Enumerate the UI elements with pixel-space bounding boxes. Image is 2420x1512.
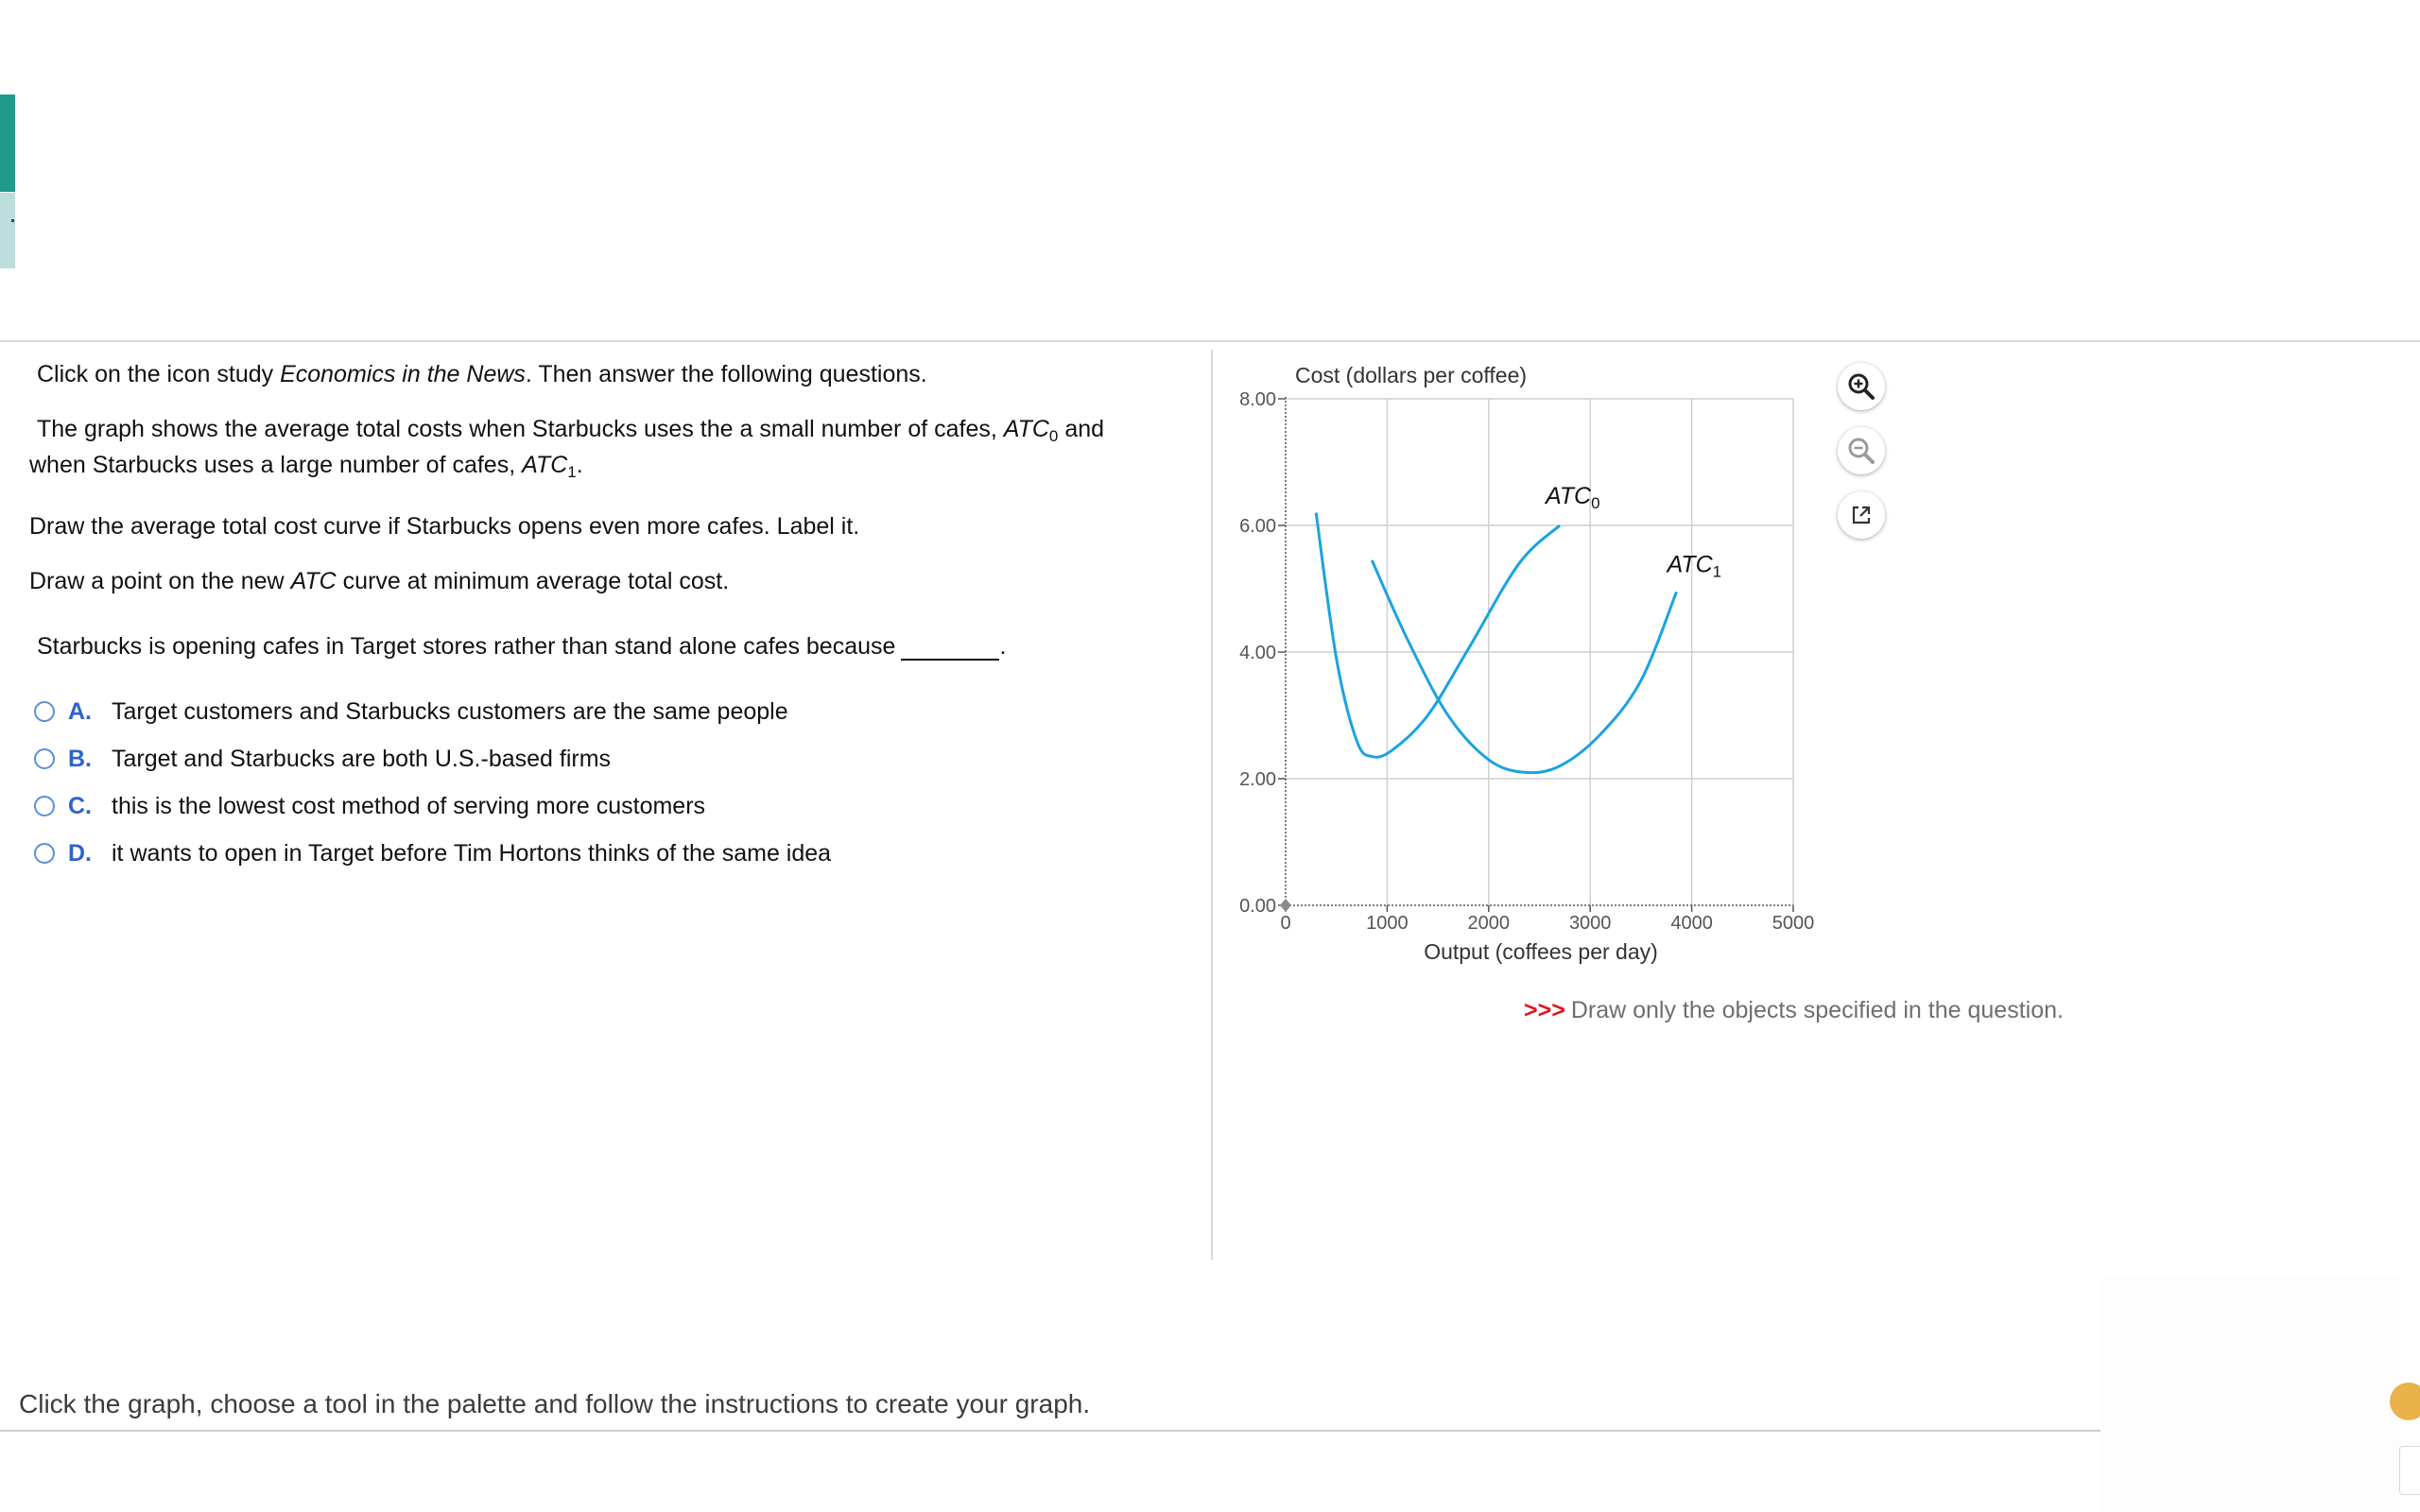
radio-b[interactable] (34, 748, 55, 769)
zoom-out-button[interactable] (1838, 427, 1885, 474)
choice-b[interactable] (34, 744, 611, 774)
radio-a[interactable] (34, 701, 55, 722)
draw-hint: >>> Draw only the objects specified in the question. (1524, 997, 2064, 1023)
y-tick-label: 6.00 (1239, 516, 1276, 537)
atc0-label: $ATC_0$ (1545, 483, 1600, 512)
y-tick-label: 8.00 (1239, 389, 1276, 410)
bottom-divider (0, 1430, 2100, 1432)
answer-blank (901, 634, 999, 661)
top-divider (0, 340, 2420, 342)
radio-d[interactable] (34, 843, 55, 864)
choice-letter: B. (68, 745, 92, 772)
choice-text: Target customers and Starbucks customers are the same people (112, 697, 788, 725)
atc1-label: $ATC_1$ (1667, 551, 1722, 581)
popout-icon (1847, 501, 1876, 529)
atc0-curve[interactable] (1316, 513, 1560, 758)
choice-text: Target and Starbucks are both U.S.-based firms (112, 745, 612, 772)
bottom-right-panel (2100, 1278, 2401, 1512)
choice-letter: C. (68, 792, 92, 819)
popout-button[interactable] (1838, 491, 1885, 539)
choice-text: this is the lowest cost method of serving more customers (112, 792, 706, 819)
choice-a[interactable] (34, 696, 788, 727)
corner-control[interactable] (2399, 1446, 2420, 1495)
zoom-out-icon (1845, 435, 1877, 467)
task-draw-point: Draw a point on the new ATC curve at minimum average total cost. (29, 568, 730, 594)
x-tick-label: 2000 (1467, 913, 1511, 934)
graph-description-line1: The graph shows the average total costs when Starbucks uses the a small number of cafes, $ATC_0$ and (37, 416, 1105, 445)
graph-instructions: Click the graph, choose a tool in the palette and follow the instructions to create your graph. (19, 1389, 1091, 1418)
atc1-curve[interactable] (1372, 560, 1676, 773)
x-tick-label: 0 (1280, 913, 1291, 934)
choice-d[interactable] (34, 838, 831, 868)
x-tick-label: 1000 (1366, 913, 1409, 934)
y-axis-label: Cost (dollars per coffee) (1295, 363, 1528, 387)
y-tick-label: 4.00 (1239, 643, 1276, 663)
choice-c[interactable] (34, 791, 705, 821)
side-tab-active[interactable] (0, 94, 15, 192)
intro-text: Click on the icon study Economics in the News. Then answer the following questions. (37, 361, 927, 387)
task-draw-curve: Draw the average total cost curve if Starbucks opens even more cafes. Label it. (29, 513, 860, 540)
choice-text: it wants to open in Target before Tim Hortons thinks of the same idea (112, 839, 832, 867)
choice-letter: D. (68, 839, 92, 867)
zoom-in-button[interactable] (1838, 363, 1885, 410)
graph-area[interactable] (1213, 350, 1856, 992)
y-tick-label: 2.00 (1239, 769, 1276, 790)
graph-description-line2: when Starbucks uses a large number of cafes, $ATC_1$. (29, 452, 583, 481)
zoom-in-icon (1845, 370, 1877, 403)
help-badge-icon[interactable] (2390, 1383, 2420, 1420)
x-tick-label: 4000 (1670, 913, 1713, 934)
x-tick-label: 5000 (1772, 913, 1815, 934)
origin-handle[interactable] (1280, 899, 1291, 912)
fill-blank-question: Starbucks is opening cafes in Target stores rather than stand alone cafes because . (37, 633, 1007, 660)
side-tab-inactive[interactable] (0, 193, 15, 268)
radio-c[interactable] (34, 796, 55, 816)
x-tick-label: 3000 (1568, 913, 1612, 934)
y-tick-label: 0.00 (1239, 896, 1276, 917)
side-tab-marker (11, 219, 14, 222)
x-axis-label: Output (coffees per day) (1424, 939, 1658, 964)
choice-letter: A. (68, 697, 92, 725)
